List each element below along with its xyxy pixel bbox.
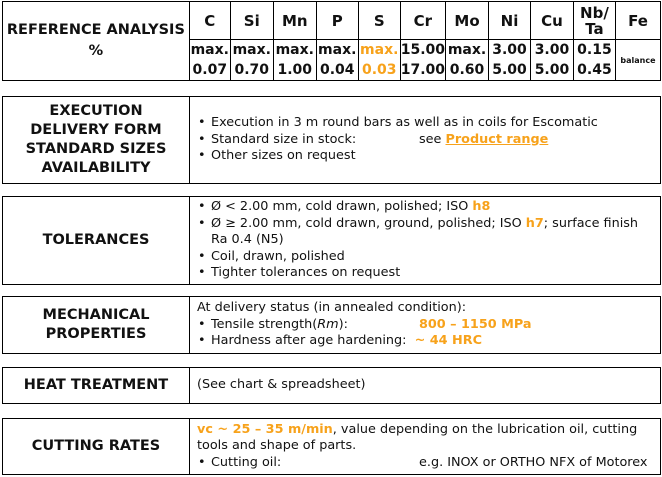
tolerance-line-1: • Ø < 2.00 mm, cold drawn, polished; ISO h8: [197, 199, 656, 216]
value-ni: 3.00 5.00: [489, 40, 531, 81]
reference-analysis-unit: %: [88, 43, 104, 59]
element-p: P: [316, 2, 358, 40]
element-si: Si: [230, 2, 273, 40]
hardness: • Hardness after age hardening: ~ 44 HRC: [197, 333, 656, 350]
execution-line-2: • Standard size in stock: see Product range: [197, 132, 656, 149]
tolerance-line-4: • Tighter tolerances on request: [197, 265, 656, 282]
cutting-rates-table: [2, 418, 661, 475]
cutting-speed: vc ~ 25 – 35 m/min, value depending on the lubrication oil, cutting tools and shape of parts.: [197, 421, 638, 454]
execution-label: EXECUTION DELIVERY FORM STANDARD SIZES AVAILABILITY: [3, 97, 190, 184]
mechanical-label: MECHANICAL PROPERTIES: [3, 297, 190, 354]
element-nb: Nb/: [580, 3, 609, 22]
element-fe: Fe: [615, 2, 660, 40]
heat-treatment-label: HEAT TREATMENT: [3, 368, 190, 404]
value-nb-ta: 0.15 0.45: [573, 40, 615, 81]
element-mn: Mn: [273, 2, 316, 40]
execution-table: [2, 96, 661, 184]
value-cu: 3.00 5.00: [530, 40, 573, 81]
element-nb-ta: [573, 2, 615, 40]
composition-table: [2, 1, 661, 81]
product-range-link[interactable]: Product range: [445, 131, 549, 147]
element-ni: Ni: [489, 2, 531, 40]
value-c: max. 0.07: [189, 40, 230, 81]
reference-analysis-title: REFERENCE ANALYSIS: [6, 22, 185, 38]
tolerance-line-3: • Coil, drawn, polished: [197, 249, 656, 266]
element-s: S: [358, 2, 400, 40]
heat-treatment-table: [2, 367, 661, 404]
element-cu: Cu: [530, 2, 573, 40]
tolerance-line-2: • Ø ≥ 2.00 mm, cold drawn, ground, polished; ISO h7; surface finish Ra 0.4 (N5): [197, 216, 656, 249]
mechanical-intro: At delivery status (in annealed condition):: [197, 300, 467, 316]
element-cr: Cr: [400, 2, 445, 40]
cutting-rates-content: [190, 419, 661, 475]
value-si: max. 0.70: [230, 40, 273, 81]
execution-content: [190, 97, 661, 184]
tolerances-content: [190, 197, 661, 285]
cutting-oil: • Cutting oil: e.g. INOX or ORTHO NFX of Motorex: [197, 455, 656, 472]
value-cr: 15.00 17.00: [400, 40, 445, 81]
element-mo: Mo: [446, 2, 489, 40]
mechanical-table: [2, 296, 661, 354]
value-mo: max. 0.60: [446, 40, 489, 81]
tolerances-table: [2, 196, 661, 285]
reference-analysis-label: [3, 2, 190, 81]
mechanical-content: [190, 297, 661, 354]
value-p: max. 0.04: [316, 40, 358, 81]
value-s: max. 0.03: [358, 40, 400, 81]
value-fe: balance: [615, 40, 660, 81]
heat-treatment-text: (See chart & spreadsheet): [190, 368, 661, 404]
element-c: C: [189, 2, 230, 40]
value-mn: max. 1.00: [273, 40, 316, 81]
execution-line-1: • Execution in 3 m round bars as well as in coils for Escomatic: [197, 115, 656, 132]
execution-line-3: • Other sizes on request: [197, 148, 656, 165]
cutting-rates-label: CUTTING RATES: [3, 419, 190, 475]
tensile-strength: • Tensile strength(Rm): 800 – 1150 MPa: [197, 317, 656, 334]
element-ta: Ta: [585, 19, 604, 38]
tolerances-label: TOLERANCES: [3, 197, 190, 285]
